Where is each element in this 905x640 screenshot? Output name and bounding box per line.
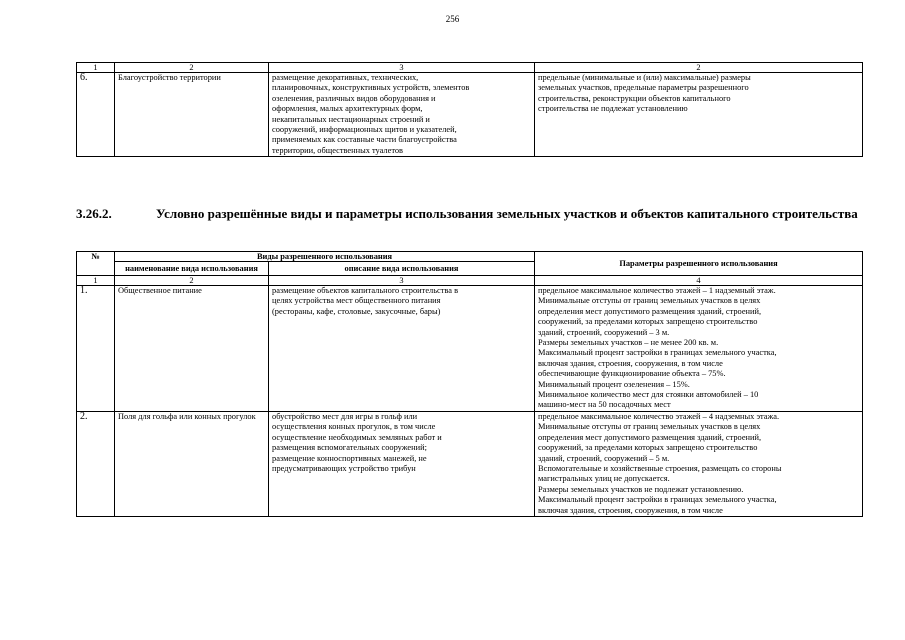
text-line: предусматривающих устройство трибун [272, 463, 416, 473]
text-line: зданий, строений, сооружений – 5 м. [538, 453, 670, 463]
text-line: сооружений, за пределами которых запрещено строительство [538, 443, 758, 453]
row-number: 1. [77, 286, 115, 412]
text-line: предельные (минимальные и (или) максимальные) размеры [538, 73, 751, 82]
table-index-row [77, 276, 863, 286]
text-line: размещения вспомогательных сооружений; [272, 443, 427, 453]
index-cell: 2 [115, 276, 269, 286]
text-line: строительства, реконструкции объектов капитального [538, 93, 731, 103]
header-parameters: Параметры разрешенного использования [535, 252, 863, 276]
header-number: № [77, 252, 115, 276]
text-line: включая здания, строения, сооружения, в том числе [538, 505, 723, 515]
text-line: Минимальный процент озеленения – 15%. [538, 379, 690, 389]
text-line: Максимальный процент застройки в границах земельного участка, [538, 348, 777, 358]
use-type-description [269, 411, 535, 516]
use-type-name: Благоустройство территории [115, 73, 269, 157]
section-number: 3.26.2. [76, 206, 112, 221]
table-row [77, 286, 863, 412]
text-line: определения мест допустимого размещения зданий, строений, [538, 306, 762, 316]
text-line: применяемых как составные части благоустройства [272, 135, 457, 145]
text-line: территории, общественных туалетов [272, 145, 404, 155]
text-line: размещение объектов капитального строительства в [272, 286, 459, 295]
text-line: Максимальный процент застройки в границах земельного участка, [538, 495, 777, 505]
text-line: зданий, строений, сооружений – 3 м. [538, 327, 670, 337]
text-line: осуществления конных прогулок, в том числе [272, 422, 436, 432]
index-cell: 3 [269, 276, 535, 286]
header-use-description: описание вида использования [269, 262, 535, 276]
text-line: обустройство мест для игры в гольф или [272, 411, 418, 421]
use-parameters [535, 411, 863, 516]
text-line: сооружений, за пределами которых запрещено строительство [538, 317, 758, 327]
use-type-name: Общественное питание [115, 286, 269, 412]
text-line: оформления, малых архитектурных форм, [272, 104, 423, 114]
text-line: целях устройства мест общественного питания [272, 296, 441, 306]
index-cell: 1 [77, 276, 115, 286]
table-index-row [77, 63, 863, 73]
index-cell: 2 [115, 63, 269, 73]
use-type-description [269, 73, 535, 157]
text-line: озеленения, различных видов оборудования и [272, 93, 436, 103]
text-line: Размеры земельных участков не подлежат установлению. [538, 484, 744, 494]
text-line: (рестораны, кафе, столовые, закусочные, бары) [272, 306, 441, 316]
text-line: включая здания, строения, сооружения, в том числе [538, 358, 723, 368]
table-row [77, 73, 863, 157]
text-line: Минимальные отступы от границ земельных участков в целях [538, 296, 761, 306]
index-cell: 2 [535, 63, 863, 73]
index-cell: 3 [269, 63, 535, 73]
section-heading [76, 206, 860, 221]
text-line: сооружений, информационных щитов и указателей, [272, 125, 457, 135]
table-row [77, 411, 863, 516]
text-line: строительства не подлежат установлению [538, 104, 688, 114]
index-cell: 4 [535, 276, 863, 286]
text-line: земельных участков, предельные параметры разрешенного [538, 83, 749, 93]
use-type-description [269, 286, 535, 412]
text-line: обеспечивающие функционирование объекта – 75%. [538, 369, 726, 379]
page-number: 256 [445, 14, 460, 24]
text-line: Вспомогательные и хозяйственные строения, размещать со стороны [538, 463, 782, 473]
text-line: планировочных, конструктивных устройств, элементов [272, 83, 470, 93]
header-use-types: Виды разрешенного использования [115, 252, 535, 262]
use-parameters [535, 73, 863, 157]
index-cell: 1 [77, 63, 115, 73]
conditional-uses-table [76, 251, 863, 517]
row-number: 2. [77, 411, 115, 516]
text-line: Размеры земельных участков – не менее 200 кв. м. [538, 338, 719, 348]
use-type-name: Поля для гольфа или конных прогулок [115, 411, 269, 516]
text-line: предельное максимальное количество этажей – 1 надземный этаж. [538, 286, 776, 295]
row-number: 6. [77, 73, 115, 157]
text-line: Минимальные отступы от границ земельных участков в целях [538, 422, 761, 432]
text-line: определения мест допустимого размещения зданий, строений, [538, 432, 762, 442]
text-line: предельное максимальное количество этажей – 4 надземных этажа. [538, 411, 780, 421]
text-line: машино-мест на 50 посадочных мест [538, 400, 671, 410]
continued-table [76, 62, 863, 157]
header-use-name: наименование вида использования [115, 262, 269, 276]
section-title: Условно разрешённые виды и параметры использования земельных участков и объектов капитального строительства [156, 206, 858, 221]
text-line: размещение конноспортивных манежей, не [272, 453, 427, 463]
text-line: Минимальное количество мест для стоянки автомобилей – 10 [538, 390, 759, 400]
use-parameters [535, 286, 863, 412]
text-line: некапитальных нестационарных строений и [272, 114, 430, 124]
text-line: осуществление необходимых земляных работ и [272, 432, 442, 442]
table-header-row [77, 252, 863, 262]
text-line: магистральных улиц не допускается. [538, 474, 670, 484]
text-line: размещение декоративных, технических, [272, 73, 419, 82]
